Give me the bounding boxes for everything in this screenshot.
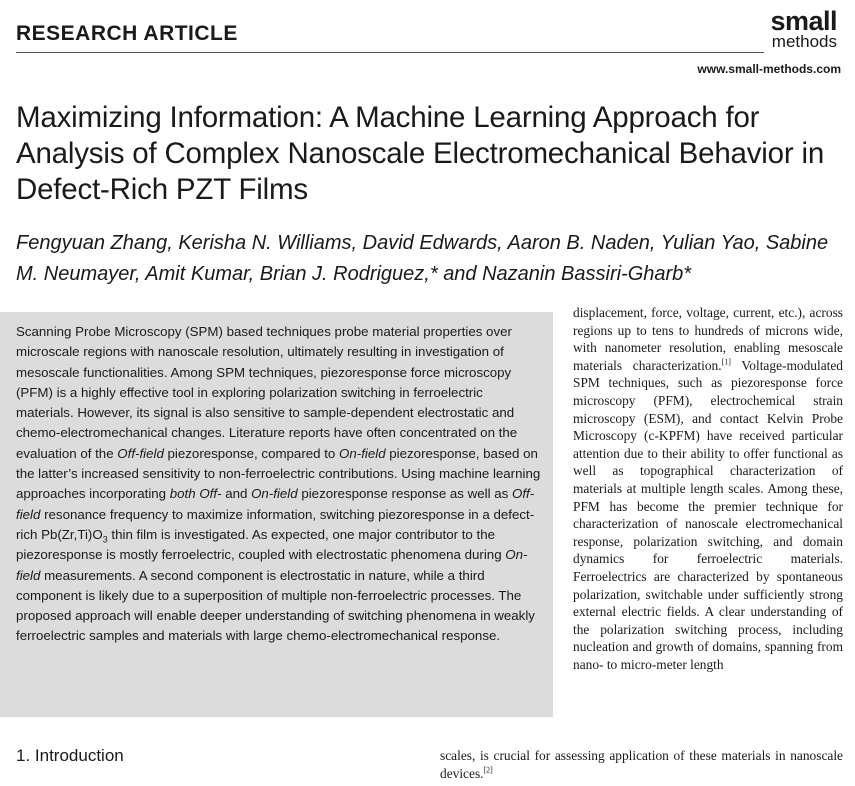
section-heading-introduction: 1. Introduction xyxy=(16,746,124,765)
abstract-text: and xyxy=(221,486,252,502)
abstract-text: measurements. A second component is electrostatic in nature, while a third component is likely due to a superposition of multiple non-ferroelectric processes. The proposed approach will enable deeper understanding of switching phenomena in weakly ferroelectric samples and materials with large chemo-electromechanical response. xyxy=(16,567,535,644)
body-text: scales, is crucial for assessing application of these materials in nanoscale devices. xyxy=(440,748,843,781)
citation-link[interactable]: [1] xyxy=(721,357,731,367)
body-text-column xyxy=(573,304,843,673)
abstract-emphasis: Off-field xyxy=(117,445,164,461)
abstract-text: resonance frequency to maximize information, switching piezoresponse in a defect-rich Pb(Zr,Ti)O xyxy=(16,506,535,542)
abstract-text: piezoresponse, compared to xyxy=(163,445,340,461)
body-text: Voltage-modulated SPM techniques, such as piezoresponse force microscopy (PFM), electrochemical strain microscopy (ESM), and contact Kelvin Probe Microscopy (c-KPFM) have received particular attention due to their ability to offer functional as well as topographical characterization of materials at multiple length scales. Among these, PFM has become the premier technique for characterization of nanoscale electromechanical response, polarization switching, and domain dynamics for ferroelectric materials. Ferroelectrics are characterized by spontaneous polarization, switchable under sufficiently strong external electric fields. A clear understanding of the polarization switching process, including nucleation and growth of domains, spanning from nano- to micro-meter length xyxy=(573,357,843,672)
abstract-emphasis: both Off- xyxy=(169,486,222,502)
abstract-text: piezoresponse, based on the latter’s increased sensitivity to non-ferroelectric contributions. Using machine learning approaches incorporating xyxy=(16,445,541,502)
chemical-subscript: 3 xyxy=(102,534,108,545)
abstract-emphasis: On-field xyxy=(339,445,386,461)
journal-url[interactable]: www.small-methods.com xyxy=(697,62,841,76)
abstract-emphasis: On-field xyxy=(251,486,298,502)
header-divider xyxy=(16,52,764,53)
article-type-label: RESEARCH ARTICLE xyxy=(16,22,238,45)
body-text-continued xyxy=(440,747,843,782)
article-title: Maximizing Information: A Machine Learning Approach for Analysis of Complex Nanoscale Electromechanical Behavior in Defect-Rich PZT Films xyxy=(16,101,825,206)
abstract-text: Scanning Probe Microscopy (SPM) based techniques probe material properties over microscale regions with nanoscale resolution, ultimately resulting in investigation of mesoscale functionalities. Among SPM techniques, piezoresponse force microscopy (PFM) is a highly effective tool in exploring polarization switching in ferroelectric materials. However, its signal is also sensitive to sample-dependent electrostatic and chemo-electromechanical changes. Literature reports have often concentrated on the evaluation of the xyxy=(16,324,518,461)
abstract-emphasis: On-field xyxy=(16,547,528,583)
abstract-text: thin film is investigated. As expected, one major contributor to the piezoresponse is mostly ferroelectric, coupled with electrostatic phenomena during xyxy=(16,526,506,563)
abstract-text: piezoresponse response as well as xyxy=(297,486,512,502)
journal-logo-methods: methods xyxy=(771,32,837,51)
abstract-emphasis: Off-field xyxy=(16,486,535,522)
citation-link[interactable]: [2] xyxy=(483,765,493,775)
journal-logo-small: small xyxy=(770,6,837,36)
author-list: Fengyuan Zhang, Kerisha N. Williams, David Edwards, Aaron B. Naden, Yulian Yao, Sabine M. Neumayer, Amit Kumar, Brian J. Rodriguez,* and Nazanin Bassiri-Gharb* xyxy=(16,232,829,285)
body-text: displacement, force, voltage, current, etc.), across regions up to tens to hundreds of microns wide, with nanometer resolution, enabling mesoscale materials characterization. xyxy=(573,305,843,373)
abstract xyxy=(16,322,541,647)
journal-logo xyxy=(770,8,837,50)
